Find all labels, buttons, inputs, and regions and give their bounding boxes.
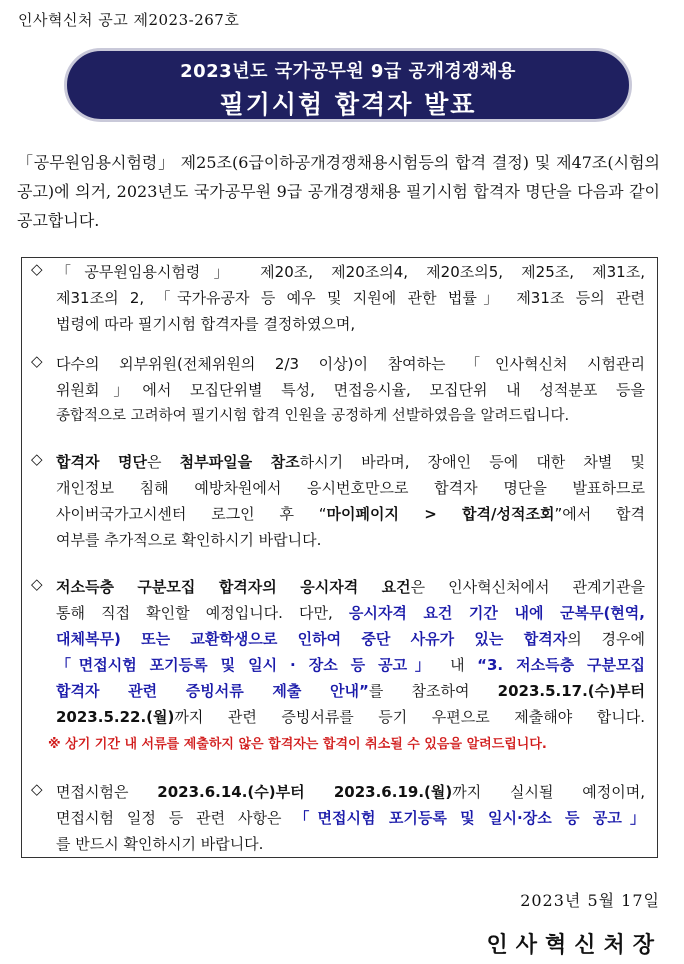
mypage-path-emphasis: 마이페이지 > 합격/성적조회 — [326, 505, 555, 523]
item4-line2 — [56, 601, 645, 626]
passer-list-emphasis: 합격자 명단 — [56, 453, 148, 471]
announcement-date: 2023년 5월 17일 — [520, 891, 660, 910]
notice-box — [21, 257, 658, 858]
item4-text: 를 참조하여 — [368, 682, 498, 700]
item2-line2: 위원회」에서 모집단위별 특성, 면접응시율, 모집단위 내 성적분포 등을 — [56, 381, 645, 399]
intro-paragraph: 「공무원임용시험령」 제25조(6급이하공개경쟁채용시험등의 합격 결정) 및 제47조(시험의 공고)에 의거, 2023년도 국가공무원 9급 공개경쟁채용 필기시험 합격자 명단을 다음과 같이 공고합니다. — [17, 153, 660, 230]
item4-text: 은 인사혁신처에서 관계기관을 — [410, 578, 645, 596]
item5-line2 — [56, 806, 645, 831]
interview-period: 2023.6.14.(수)부터 2023.6.19.(월) — [157, 783, 453, 801]
item5-line3: 를 반드시 확인하시기 바랍니다. — [56, 835, 264, 853]
item5-text: 면접시험은 — [56, 783, 158, 801]
interview-notice-reference: 「면접시험 포기등록 및 일시 · 장소 등 공고」 — [56, 656, 438, 674]
title-line-1: 2023년도 국가공무원 9급 공개경쟁채용 — [180, 61, 516, 82]
diamond-bullet-icon: ◇ — [31, 352, 43, 370]
diamond-bullet-icon: ◇ — [31, 450, 43, 468]
item5-line1 — [56, 780, 645, 805]
item3-text: 하시기 바라며, 장애인 등에 대한 차별 및 — [299, 453, 646, 471]
item3-text: 은 — [147, 453, 180, 471]
document-number: 인사혁신처 공고 제2023-267호 — [18, 11, 240, 29]
title-banner — [64, 48, 632, 122]
item3-line4: 여부를 추가적으로 확인하시기 바랍니다. — [56, 531, 322, 549]
eligibility-emphasis: 저소득층 구분모집 합격자의 응시자격 요건 — [56, 578, 411, 596]
submission-start-date: 2023.5.17.(수)부터 — [497, 682, 645, 700]
item4-line1 — [56, 575, 645, 600]
item5-text: 면접시험 일정 등 관련 사항은 — [56, 809, 295, 827]
military-service-emphasis: 대체복무) 또는 교환학생으로 인하여 중단 사유가 있는 합격자 — [56, 630, 568, 648]
item1-line3: 법령에 따라 필기시험 합격자를 결정하였으며, — [56, 315, 356, 333]
issuer-signature: 인사혁신처장 — [486, 933, 662, 958]
attachment-emphasis: 첨부파일을 참조 — [179, 453, 300, 471]
cancellation-warning: ※ 상기 기간 내 서류를 제출하지 않은 합격자는 합격이 취소될 수 있음을 알려드립니다. — [48, 737, 547, 752]
item4-text: 의 경우에 — [567, 630, 645, 648]
item4-line4 — [56, 653, 645, 678]
item4-line3 — [56, 627, 645, 652]
item4-text: 내 — [437, 656, 478, 674]
item4-line5 — [56, 679, 645, 704]
interview-notice-reference: 「면접시험 포기등록 및 일시·장소 등 공고」 — [294, 809, 645, 827]
item3-text: 사이버국가고시센터 로그인 후 “ — [56, 505, 327, 523]
item5-text: 까지 실시될 예정이며, — [452, 783, 646, 801]
document-guide-reference: “3. 저소득층 구분모집 — [477, 656, 645, 674]
item1-line2: 제31조의 2, 「국가유공자 등 예우 및 지원에 관한 법률」 제31조 등의 관련 — [56, 289, 645, 307]
item3-text: ”에서 합격 — [554, 505, 645, 523]
item4-line6 — [56, 705, 645, 730]
item3-line3 — [56, 502, 645, 527]
document-guide-reference: 합격자 관련 증빙서류 제출 안내” — [56, 682, 369, 700]
item2-line3: 종합적으로 고려하여 필기시험 합격 인원을 공정하게 선발하였음을 알려드립니다. — [56, 408, 570, 424]
diamond-bullet-icon: ◇ — [31, 260, 43, 278]
diamond-bullet-icon: ◇ — [31, 780, 43, 798]
item1-line1: 「공무원임용시험령」 제20조, 제20조의4, 제20조의5, 제25조, 제31조, — [56, 263, 645, 281]
item2-line1: 다수의 외부위원(전체위원의 2/3 이상)이 참여하는 「인사혁신처 시험관리 — [56, 355, 645, 373]
item4-text: 까지 관련 증빙서류를 등기 우편으로 제출해야 합니다. — [174, 708, 645, 726]
military-service-emphasis: 응시자격 요건 기간 내에 군복무(현역, — [348, 604, 645, 622]
item3-line2: 개인정보 침해 예방차원에서 응시번호만으로 합격자 명단을 발표하므로 — [56, 479, 645, 497]
item4-text: 통해 직접 확인할 예정입니다. 다만, — [56, 604, 349, 622]
title-line-2: 필기시험 합격자 발표 — [219, 90, 477, 119]
diamond-bullet-icon: ◇ — [31, 575, 43, 593]
item3-line1 — [56, 450, 645, 475]
submission-end-date: 2023.5.22.(월) — [56, 708, 175, 726]
